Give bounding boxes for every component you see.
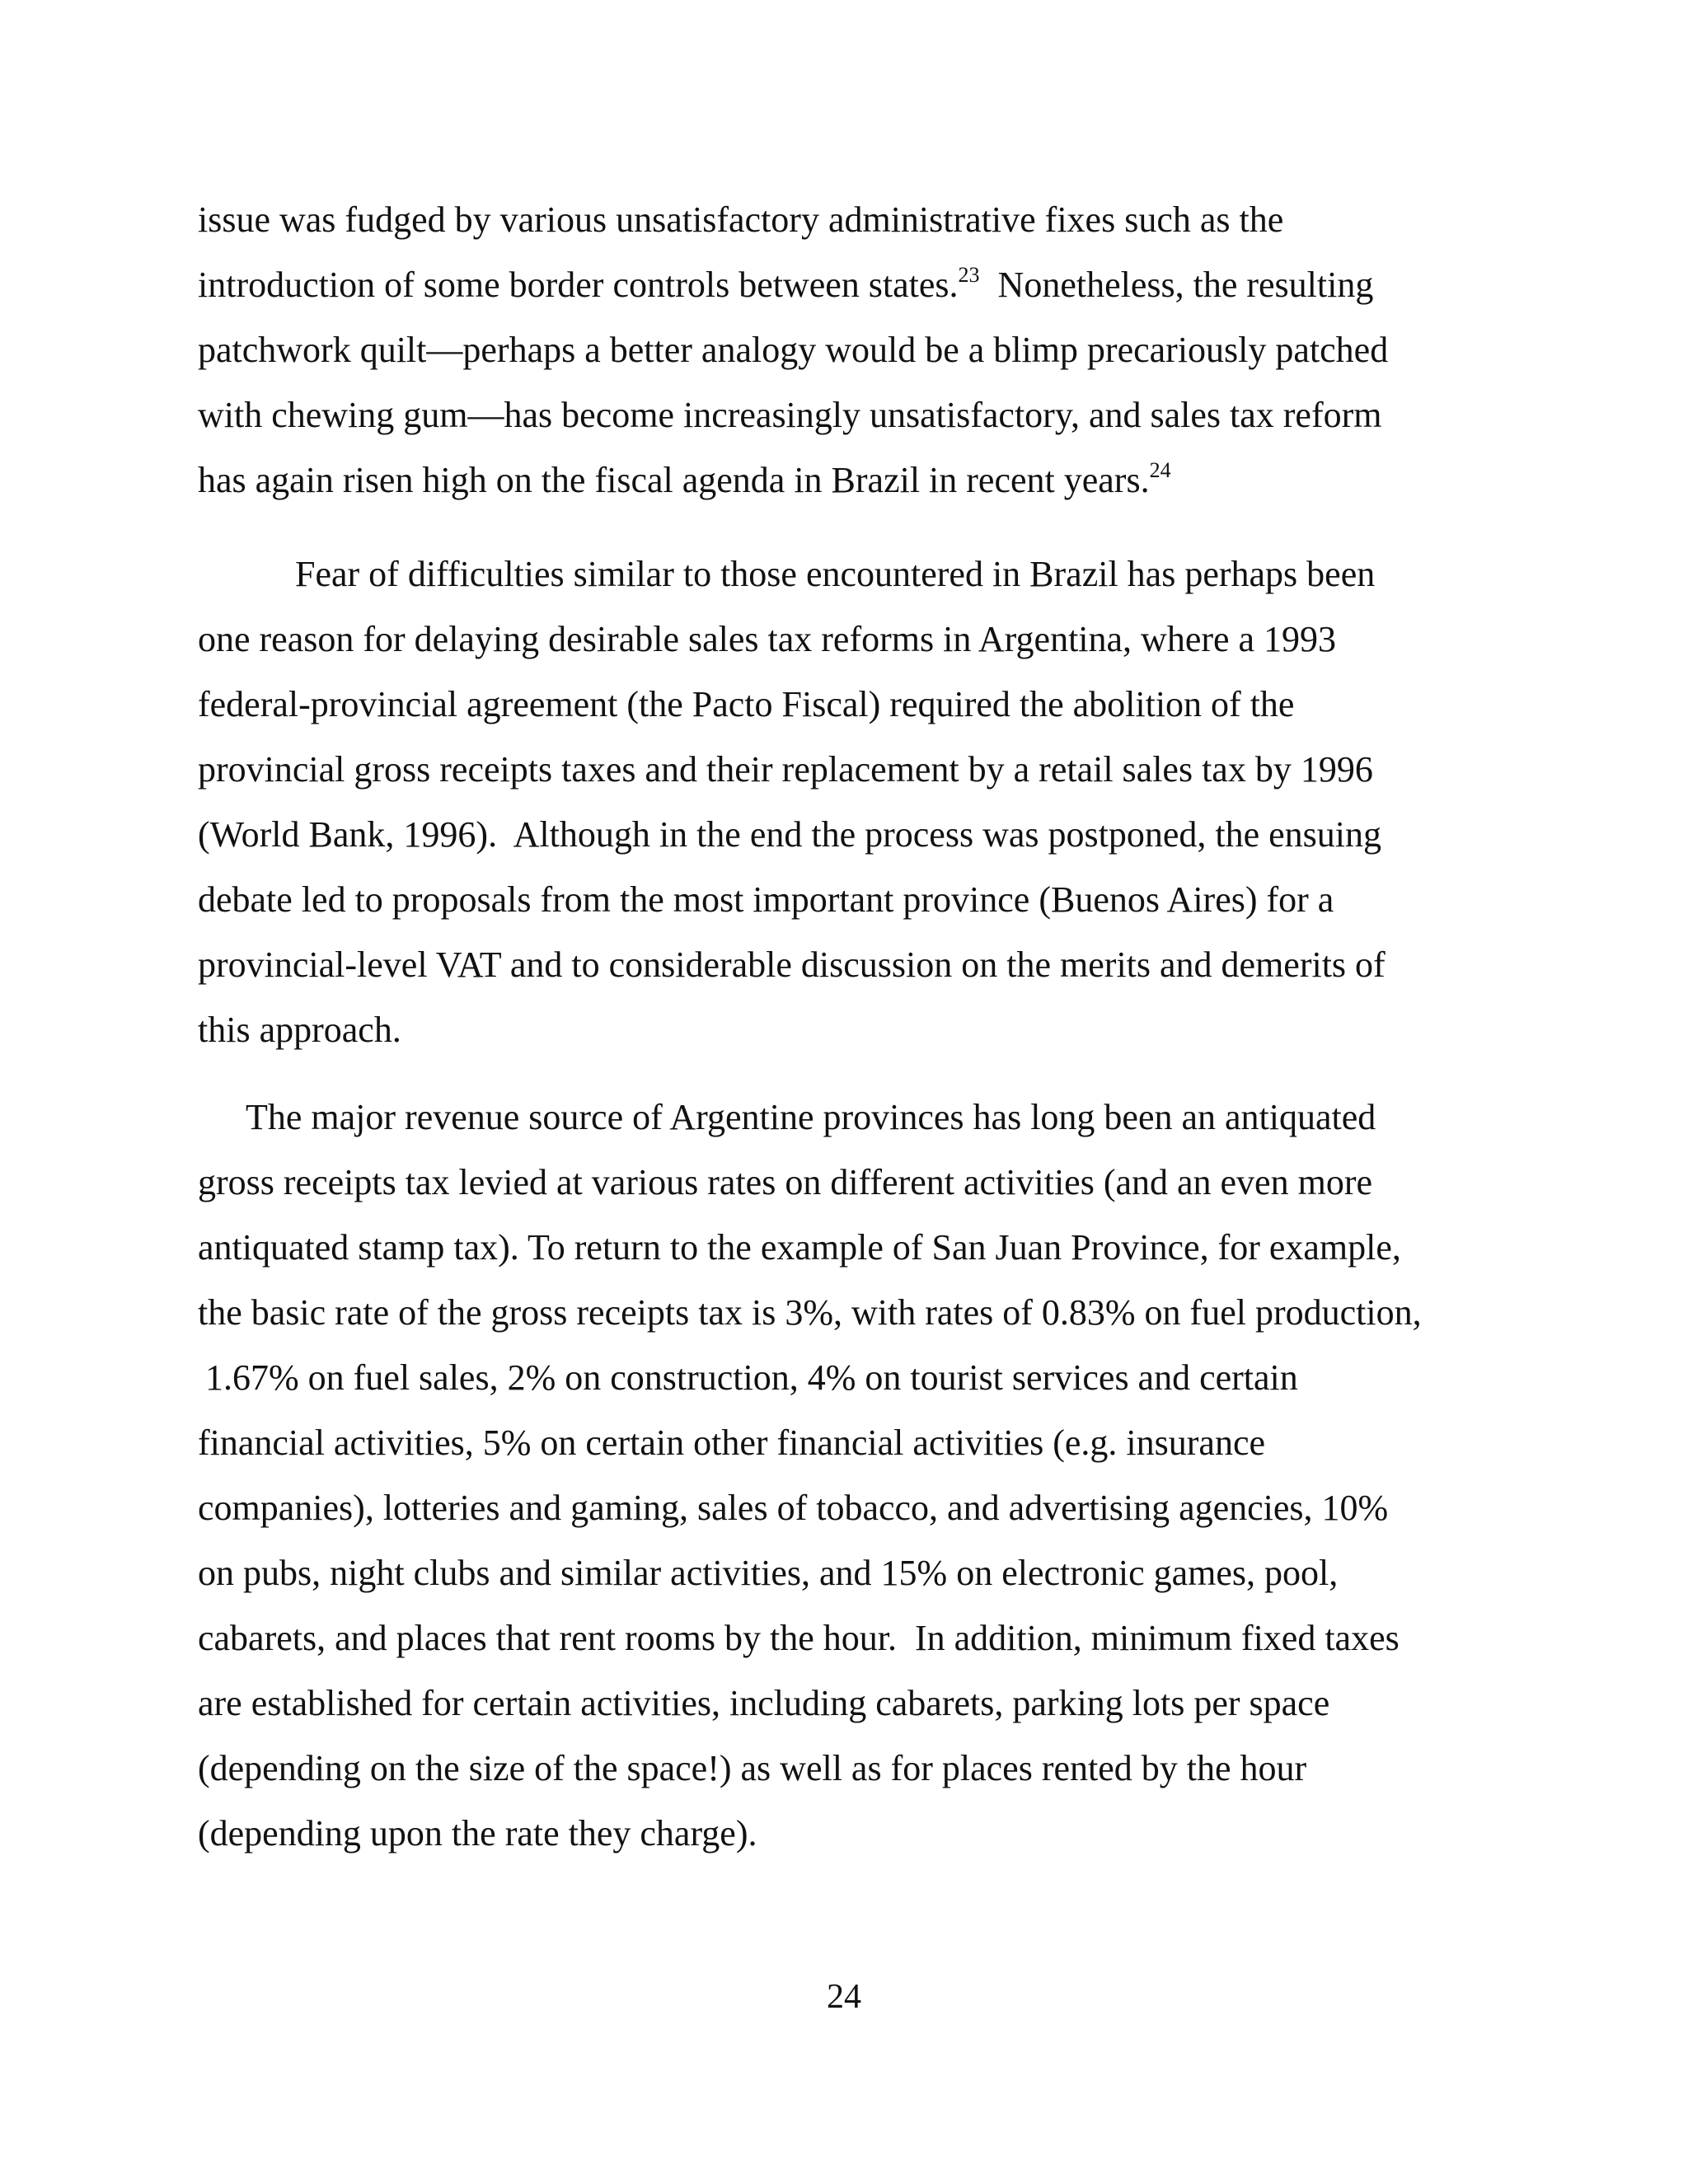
footnote-ref-23[interactable]: 23 (958, 263, 980, 288)
paragraph-line: debate led to proposals from the most important province (Buenos Aires) for a (198, 879, 1334, 920)
paragraph-line: with chewing gum—has become increasingly unsatisfactory, and sales tax reform (198, 395, 1382, 435)
line-text: has again risen high on the fiscal agenda in Brazil in recent years. (198, 460, 1150, 500)
paragraph-line (198, 448, 1517, 513)
line-text-continued: Nonetheless, the resulting (979, 265, 1374, 305)
paragraph-line: are established for certain activities, including cabarets, parking lots per space (198, 1683, 1330, 1723)
paragraph-line: (World Bank, 1996). Although in the end the process was postponed, the ensuing (198, 814, 1382, 855)
paragraph-line: patchwork quilt—perhaps a better analogy would be a blimp precariously patched (198, 330, 1389, 370)
line-text: introduction of some border controls between states. (198, 265, 959, 305)
paragraph-line: this approach. (198, 1010, 401, 1050)
paragraph-line: financial activities, 5% on certain other financial activities (e.g. insurance (198, 1422, 1266, 1463)
page-number: 24 (827, 1978, 861, 2016)
paragraph-1 (198, 187, 1517, 513)
paragraph-line: The major revenue source of Argentine provinces has long been an antiquated (246, 1097, 1376, 1137)
paragraph-line: Fear of difficulties similar to those encountered in Brazil has perhaps been (295, 554, 1376, 594)
paragraph-line: provincial-level VAT and to considerable discussion on the merits and demerits of (198, 944, 1386, 985)
paragraph-line: antiquated stamp tax). To return to the example of San Juan Province, for example, (198, 1227, 1401, 1268)
paragraph-line: one reason for delaying desirable sales tax reforms in Argentina, where a 1993 (198, 619, 1337, 659)
paragraph-line: provincial gross receipts taxes and their replacement by a retail sales tax by 1996 (198, 749, 1373, 790)
paragraph-line: companies), lotteries and gaming, sales of tobacco, and advertising agencies, 10% (198, 1488, 1389, 1528)
paragraph-line: on pubs, night clubs and similar activities, and 15% on electronic games, pool, (198, 1553, 1339, 1593)
paragraph-line: issue was fudged by various unsatisfactory administrative fixes such as the (198, 199, 1284, 240)
paragraph-line: (depending upon the rate they charge). (198, 1813, 757, 1854)
paragraph-line: cabarets, and places that rent rooms by the hour. In addition, minimum fixed taxes (198, 1618, 1400, 1658)
paragraph-3 (198, 1085, 1517, 1866)
paragraph-2 (198, 541, 1517, 1062)
paragraph-line (198, 252, 1517, 317)
paragraph-line: (depending on the size of the space!) as well as for places rented by the hour (198, 1748, 1307, 1788)
paragraph-line: gross receipts tax levied at various rates on different activities (and an even more (198, 1162, 1372, 1202)
paragraph-line: federal-provincial agreement (the Pacto Fiscal) required the abolition of the (198, 684, 1295, 724)
footnote-ref-24[interactable]: 24 (1149, 458, 1171, 483)
paragraph-line: the basic rate of the gross receipts tax is 3%, with rates of 0.83% on fuel production, (198, 1292, 1422, 1333)
paragraph-line: 1.67% on fuel sales, 2% on construction, 4% on tourist services and certain (205, 1357, 1298, 1398)
